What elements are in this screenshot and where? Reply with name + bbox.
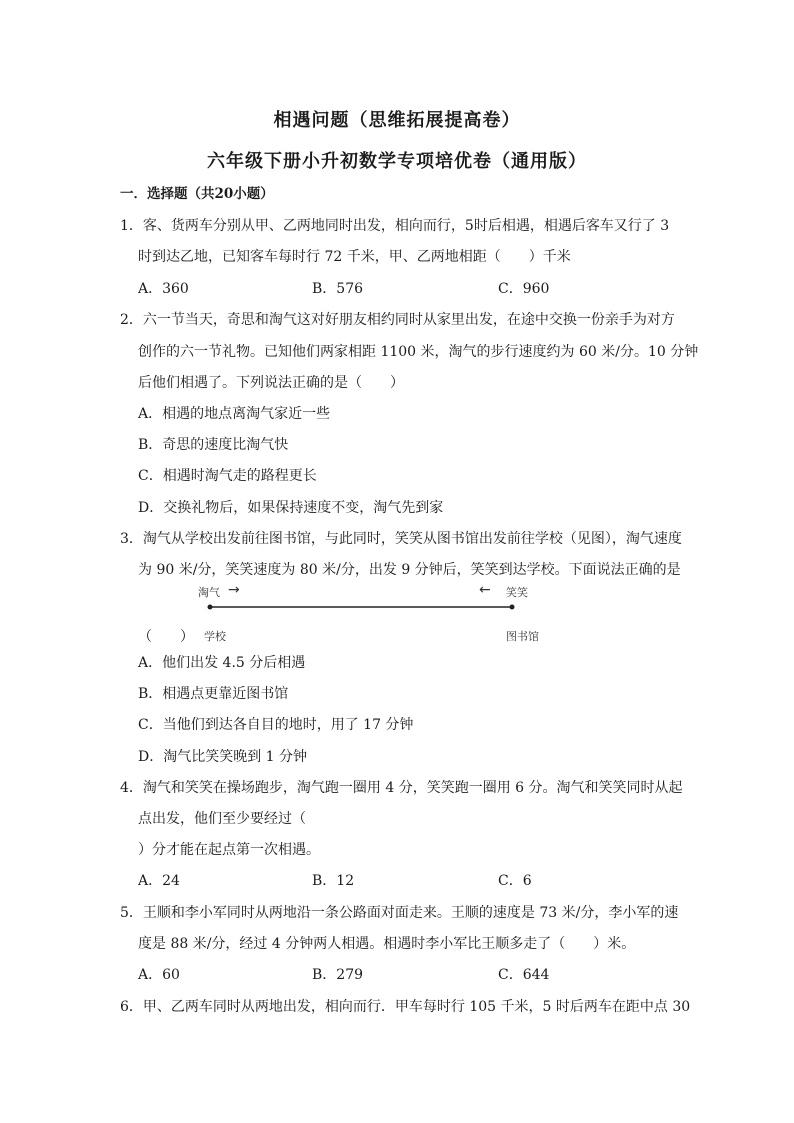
diagram-left-arrow: ←	[479, 582, 491, 598]
diagram-right-person: 笑笑	[506, 586, 528, 599]
q3-line3: （ ）	[138, 629, 194, 645]
q2-line3: 后他们相遇了。下列说法正确的是（ ）	[138, 375, 404, 391]
document-subtitle: 六年级下册小升初数学专项培优卷（通用版）	[207, 151, 587, 172]
q5-option-c: C．644	[498, 967, 550, 983]
q4-line1: 4．淘气和笑笑在操场跑步，淘气跑一圈用 4 分，笑笑跑一圈用 6 分。淘气和笑笑同时从起	[120, 780, 683, 796]
q1-option-b: B．576	[312, 281, 364, 297]
q1-option-c: C．960	[498, 281, 550, 297]
library-point	[510, 605, 515, 610]
section-heading: 一．选择题（共20小题）	[120, 186, 274, 202]
q1-line1: 1．客、货两车分别从甲、乙两地同时出发，相向而行，5时后相遇，相遇后客车又行了 3	[120, 218, 670, 234]
q5-line2: 度是 88 米/分，经过 4 分钟两人相遇。相遇时李小军比王顺多走了（ ）米。	[138, 936, 636, 952]
diagram-left-person: 淘气	[198, 586, 220, 599]
q2-option-a: A．相遇的地点离淘气家近一些	[138, 406, 331, 422]
q2-line1: 2．六一节当天，奇思和淘气这对好朋友相约同时从家里出发，在途中交换一份亲手为对方	[120, 312, 675, 328]
q3-line2: 为 90 米/分，笑笑速度为 80 米/分，出发 9 分钟后，笑笑到达学校。下面说法正确的是	[138, 562, 681, 578]
q3-option-b: B．相遇点更靠近图书馆	[138, 686, 289, 702]
q2-option-c: C．相遇时淘气走的路程更长	[138, 468, 317, 484]
route-diagram	[196, 582, 552, 648]
q2-option-b: B．奇思的速度比淘气快	[138, 437, 289, 453]
diagram-left-place: 学校	[204, 630, 226, 643]
diagram-right-place: 图书馆	[506, 630, 539, 643]
q5-line1: 5．王顺和李小军同时从两地沿一条公路面对面走来。王顺的速度是 73 米/分，李小军的速	[120, 905, 679, 921]
q3-option-a: A．他们出发 4.5 分后相遇	[138, 655, 306, 671]
q3-line1: 3．淘气从学校出发前往图书馆，与此同时，笑笑从图书馆出发前往学校（见图），淘气速度	[120, 531, 682, 547]
q2-line2: 创作的六一节礼物。已知他们两家相距 1100 米，淘气的步行速度约为 60 米/分。10 分钟	[138, 344, 699, 360]
q4-option-c: C．6	[498, 873, 532, 889]
diagram-right-arrow: →	[228, 582, 240, 598]
q3-option-c: C．当他们到达各自目的地时，用了 17 分钟	[138, 717, 414, 733]
q5-option-a: A．60	[138, 967, 180, 983]
q4-line3: ）分才能在起点第一次相遇。	[138, 842, 320, 858]
school-point	[208, 605, 213, 610]
q3-option-d: D．淘气比笑笑晚到 1 分钟	[138, 749, 308, 765]
q5-option-b: B．279	[312, 967, 364, 983]
route-line	[196, 602, 526, 612]
q4-option-b: B．12	[312, 873, 355, 889]
q6-line1: 6．甲、乙两车同时从两地出发，相向而行．甲车每时行 105 千米，5 时后两车在距中点 30	[120, 999, 691, 1015]
document-title: 相遇问题（思维拓展提高卷）	[273, 110, 521, 131]
q1-option-a: A．360	[138, 281, 189, 297]
q2-option-d: D．交换礼物后，如果保持速度不变，淘气先到家	[138, 500, 444, 516]
q1-line2: 时到达乙地，已知客车每时行 72 千米，甲、乙两地相距（ ）千米	[138, 249, 571, 265]
q4-option-a: A．24	[138, 873, 180, 889]
q4-line2: 点出发，他们至少要经过（	[138, 811, 306, 827]
